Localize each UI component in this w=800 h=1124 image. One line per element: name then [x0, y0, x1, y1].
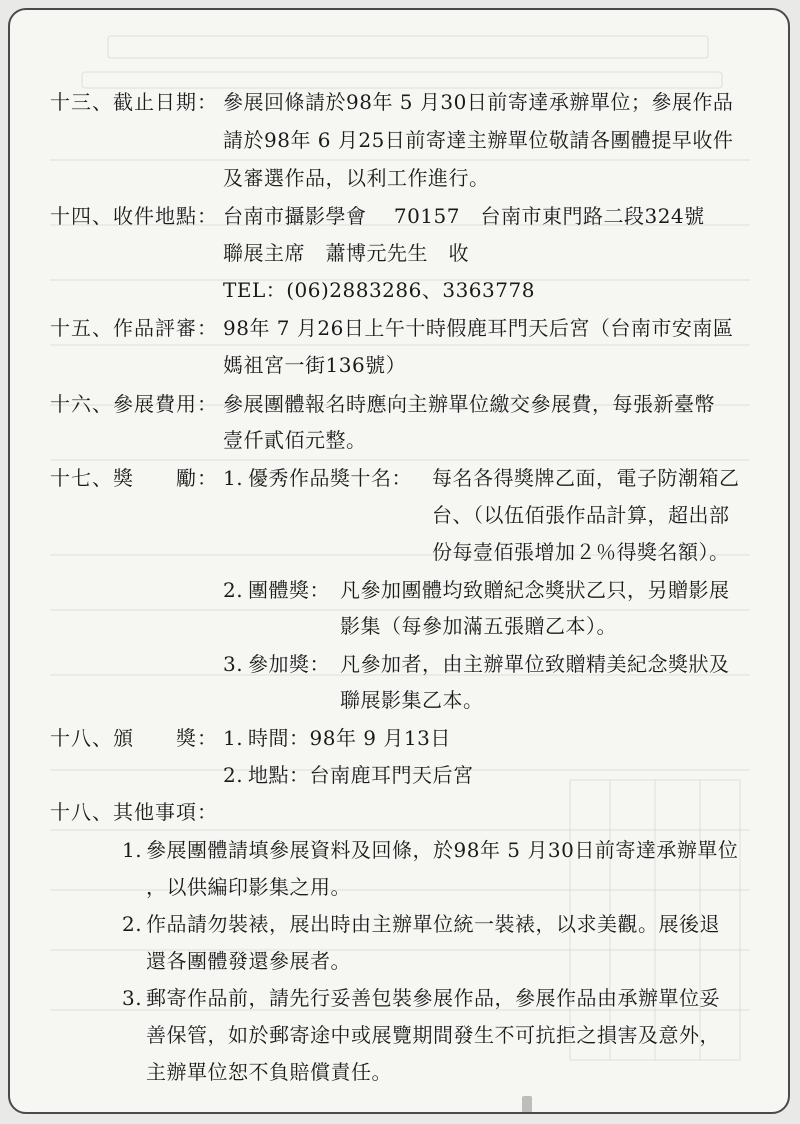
item-18b-sub-1-line-1: 參展團體請填參展資料及回條，於98年 5 月30日前寄達承辦單位 — [146, 838, 739, 862]
item-13-line-3: 及審選作品，以利工作進行。 — [223, 166, 490, 190]
item-17-sub-2-line-2: 影集（每參加滿五張贈乙本）。 — [340, 614, 617, 638]
item-18a-sub-1-text: 時間：98年 9 月13日 — [248, 726, 451, 750]
item-17-sub-2-line-1: 凡參加團體均致贈紀念獎狀乙只，另贈影展 — [340, 578, 730, 602]
item-18b-sub-3-num: 3. — [122, 986, 143, 1010]
item-18a-sub-1-num: 1. — [223, 726, 244, 750]
item-16-line-1: 參展團體報名時應向主辦單位繳交參展費，每張新臺幣 — [223, 392, 715, 416]
item-18a-label: 十八、頒 獎： — [50, 726, 218, 750]
item-13-label: 十三、截止日期： — [50, 90, 218, 114]
item-14-phone: TEL：(06)2883286、3363778 — [223, 278, 535, 302]
item-17-sub-1-line-3: 份每壹佰張增加２％得獎名額）。 — [432, 540, 730, 564]
item-18b-sub-3-line-1: 郵寄作品前，請先行妥善包裝參展作品，參展作品由承辦單位妥 — [146, 986, 720, 1010]
document-page — [8, 8, 790, 1114]
item-16-line-2: 壹仟貳佰元整。 — [223, 428, 367, 452]
item-18a-sub-2-text: 地點：台南鹿耳門天后宮 — [248, 763, 474, 787]
document-content — [10, 10, 788, 1112]
item-18b-sub-3-line-3: 主辦單位恕不負賠償責任。 — [146, 1060, 392, 1084]
item-13-line-1: 參展回條請於98年 5 月30日前寄達承辦單位；參展作品 — [223, 90, 734, 114]
item-14-recipient: 聯展主席 蕭博元先生 收 — [223, 241, 469, 265]
item-17-sub-1-line-2: 台、（以伍佰張作品計算，超出部 — [432, 503, 730, 527]
item-15-line-1: 98年 7 月26日上午十時假鹿耳門天后宮（台南市安南區 — [223, 316, 734, 340]
item-17-sub-3-line-2: 聯展影集乙本。 — [340, 688, 484, 712]
item-17-sub-3-num: 3. — [223, 652, 244, 676]
item-18b-label: 十八、其他事項： — [50, 800, 218, 824]
item-17-sub-2-num: 2. — [223, 578, 244, 602]
item-17-sub-3-title: 參加獎： — [248, 652, 330, 676]
item-15-line-2: 媽祖宮一街136號） — [223, 353, 407, 377]
item-16-label: 十六、參展費用： — [50, 392, 218, 416]
item-18b-sub-3-line-2: 善保管，如於郵寄途中或展覽期間發生不可抗拒之損害及意外， — [146, 1023, 720, 1047]
item-18b-sub-2-line-2: 還各團體發還參展者。 — [146, 949, 351, 973]
item-17-sub-1-num: 1. — [223, 466, 244, 490]
item-17-sub-1-title: 優秀作品獎十名： — [248, 466, 412, 490]
item-18b-sub-1-num: 1. — [122, 838, 143, 862]
item-17-sub-3-line-1: 凡參加者，由主辦單位致贈精美紀念獎狀及 — [340, 652, 730, 676]
fold-mark — [522, 1096, 532, 1114]
item-15-label: 十五、作品評審： — [50, 316, 218, 340]
item-18b-sub-2-line-1: 作品請勿裝裱，展出時由主辦單位統一裝裱，以求美觀。展後退 — [146, 912, 720, 936]
item-18a-sub-2-num: 2. — [223, 763, 244, 787]
item-17-label: 十七、獎 勵： — [50, 466, 218, 490]
item-18b-sub-1-line-2: ，以供編印影集之用。 — [146, 875, 351, 899]
item-18b-sub-2-num: 2. — [122, 912, 143, 936]
item-17-sub-2-title: 團體獎： — [248, 578, 330, 602]
item-13-line-2: 請於98年 6 月25日前寄達主辦單位敬請各團體提早收件 — [223, 128, 734, 152]
item-17-sub-1-line-1: 每名各得獎牌乙面，電子防潮箱乙 — [432, 466, 740, 490]
item-14-address: 台南市攝影學會 70157 台南市東門路二段324號 — [223, 204, 705, 228]
item-14-label: 十四、收件地點： — [50, 204, 218, 228]
